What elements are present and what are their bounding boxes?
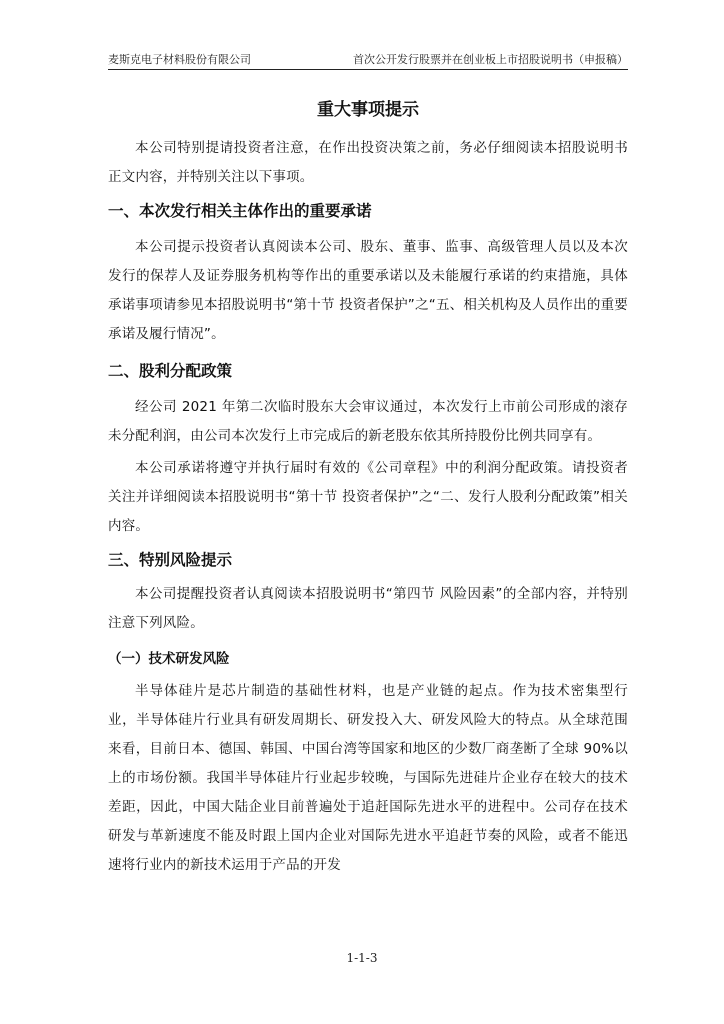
header-document-title: 首次公开发行股票并在创业板上市招股说明书（申报稿）: [353, 53, 628, 66]
section-1-heading: 一、本次发行相关主体作出的重要承诺: [108, 202, 372, 220]
subsection-paragraph-tech-rd-risk: 半导体硅片是芯片制造的基础性材料，也是产业链的起点。作为技术密集型行业，半导体硅片行业具有研发周期长、研发投入大、研发风险大的特点。从全球范围来看，目前日本、德国、韩国、中国台湾等国家和地区的少数厂商垄断了全球 90%以上的市场份额。我国半导体硅片行业起步较晚，与国际先进硅片企业存在较大的技术差距，因此，中国大陆企业目前普遍处于追赶国际先进水平的进程中。公司存在技术研发与革新速度不能及时跟上国内企业对国际先进水平追赶节奏的风险，或者不能迅速将行业内的新技术运用于产品的开发: [108, 683, 628, 873]
section-2-paragraph-1: 经公司 2021 年第二次临时股东大会审议通过，本次发行上市前公司形成的滚存未分配利润，由公司本次发行上市完成后的新老股东依其所持股份比例共同享有。: [108, 399, 628, 444]
header-company: 麦斯克电子材料股份有限公司: [108, 53, 251, 66]
section-2-paragraph-2: 本公司承诺将遵守并执行届时有效的《公司章程》中的利润分配政策。请投资者关注并详细阅读本招股说明书“第十节 投资者保护”之“二、发行人股利分配政策”相关内容。: [108, 460, 628, 534]
page-number: 1-1-3: [346, 951, 378, 965]
intro-paragraph: 本公司特别提请投资者注意，在作出投资决策之前，务必仔细阅读本招股说明书正文内容，并特别关注以下事项。: [108, 140, 628, 185]
page-header: [108, 49, 628, 70]
section-2-heading: 二、股利分配政策: [108, 362, 233, 380]
section-3-paragraph: 本公司提醒投资者认真阅读本招股说明书“第四节 风险因素”的全部内容，并特别注意下列风险。: [108, 586, 628, 631]
section-1-paragraph: 本公司提示投资者认真阅读本公司、股东、董事、监事、高级管理人员以及本次发行的保荐人及证券服务机构等作出的重要承诺以及未能履行承诺的约束措施，具体承诺事项请参见本招股说明书“第十节 投资者保护”之“五、相关机构及人员作出的重要承诺及履行情况”。: [108, 239, 628, 342]
page-content: [108, 98, 628, 880]
section-3-heading: 三、特别风险提示: [108, 551, 233, 569]
subsection-heading-tech-rd-risk: （一）技术研发风险: [108, 651, 230, 667]
page-title: 重大事项提示: [317, 100, 419, 120]
